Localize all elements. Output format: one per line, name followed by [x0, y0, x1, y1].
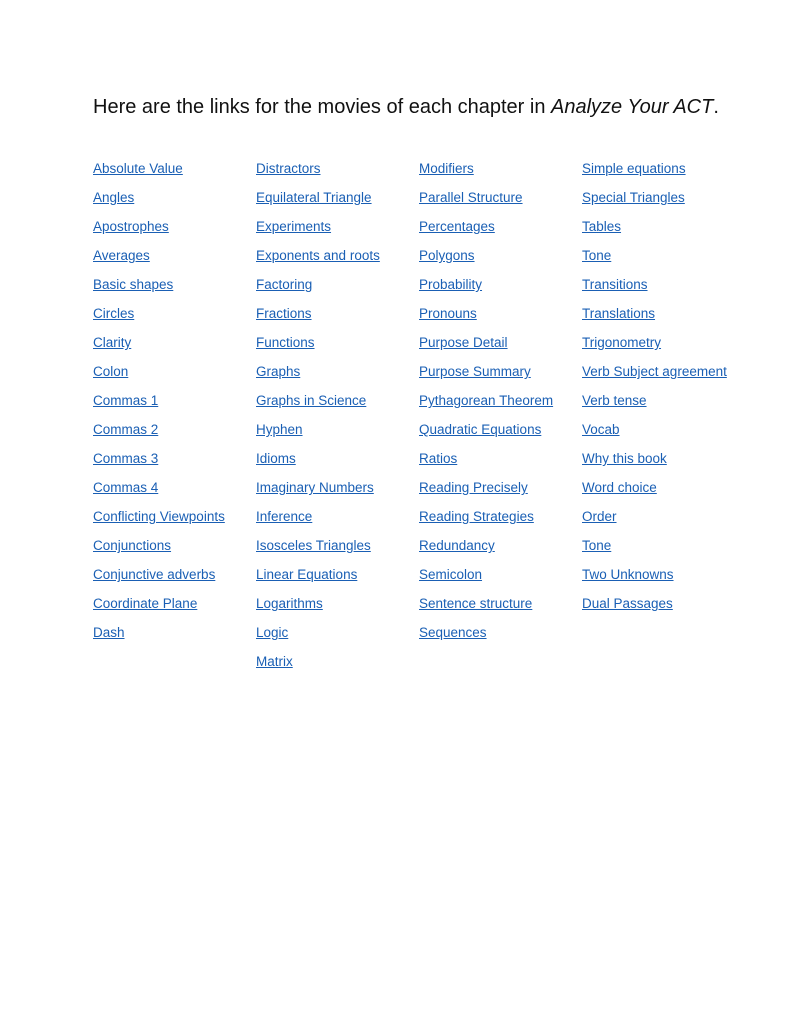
chapter-movie-link[interactable]: Idioms — [256, 451, 296, 466]
chapter-movie-link[interactable]: Two Unknowns — [582, 567, 674, 582]
chapter-movie-link[interactable]: Factoring — [256, 277, 313, 292]
list-item — [93, 478, 243, 497]
list-item — [582, 391, 732, 410]
chapter-movie-link[interactable]: Simple equations — [582, 161, 686, 176]
chapter-movie-link[interactable]: Special Triangles — [582, 190, 685, 205]
list-item — [582, 304, 732, 323]
list-item — [419, 623, 569, 642]
chapter-movie-link[interactable]: Averages — [93, 248, 150, 263]
link-column-2 — [256, 159, 406, 681]
list-item — [582, 246, 732, 265]
list-item — [419, 159, 569, 178]
list-item — [582, 594, 732, 613]
list-item — [93, 536, 243, 555]
chapter-movie-link[interactable]: Transitions — [582, 277, 648, 292]
chapter-movie-link[interactable]: Isosceles Triangles — [256, 538, 371, 553]
chapter-movie-link[interactable]: Purpose Detail — [419, 335, 508, 350]
chapter-movie-link[interactable]: Semicolon — [419, 567, 483, 582]
chapter-movie-link[interactable]: Commas 4 — [93, 480, 159, 495]
chapter-movie-link[interactable]: Dual Passages — [582, 596, 673, 611]
list-item — [93, 275, 243, 294]
list-item — [93, 159, 243, 178]
list-item — [256, 333, 406, 352]
list-item — [419, 507, 569, 526]
link-column-4 — [582, 159, 732, 623]
list-item — [256, 246, 406, 265]
heading-text: Here are the links for the movies of each chapter in — [93, 96, 552, 118]
chapter-movie-link[interactable]: Pythagorean Theorem — [419, 393, 554, 408]
chapter-movie-link[interactable]: Quadratic Equations — [419, 422, 542, 437]
chapter-movie-link[interactable]: Commas 1 — [93, 393, 159, 408]
chapter-movie-link[interactable]: Reading Strategies — [419, 509, 534, 524]
list-item — [256, 594, 406, 613]
chapter-movie-link[interactable]: Conflicting Viewpoints — [93, 509, 225, 524]
chapter-movie-link[interactable]: Verb tense — [582, 393, 647, 408]
chapter-movie-link[interactable]: Percentages — [419, 219, 495, 234]
list-item — [256, 391, 406, 410]
chapter-movie-link[interactable]: Verb Subject agreement — [582, 364, 727, 379]
chapter-movie-link[interactable]: Graphs — [256, 364, 301, 379]
chapter-movie-link[interactable]: Redundancy — [419, 538, 495, 553]
list-item — [256, 565, 406, 584]
list-item — [582, 565, 732, 584]
chapter-movie-link[interactable]: Commas 3 — [93, 451, 159, 466]
list-item — [93, 333, 243, 352]
list-item — [256, 217, 406, 236]
list-item — [582, 188, 732, 207]
chapter-movie-link[interactable]: Commas 2 — [93, 422, 159, 437]
list-item — [93, 362, 243, 381]
chapter-movie-link[interactable]: Modifiers — [419, 161, 474, 176]
chapter-movie-link[interactable]: Parallel Structure — [419, 190, 523, 205]
list-item — [93, 420, 243, 439]
list-item — [582, 217, 732, 236]
list-item — [93, 449, 243, 468]
list-item — [256, 275, 406, 294]
list-item — [256, 652, 406, 671]
chapter-movie-link[interactable]: Fractions — [256, 306, 312, 321]
chapter-movie-link[interactable]: Trigonometry — [582, 335, 662, 350]
book-title: Analyze Your ACT — [551, 96, 714, 118]
chapter-movie-link[interactable]: Clarity — [93, 335, 132, 350]
chapter-movie-link[interactable]: Why this book — [582, 451, 667, 466]
chapter-movie-link[interactable]: Exponents and roots — [256, 248, 380, 263]
chapter-movie-link[interactable]: Tables — [582, 219, 622, 234]
list-item — [419, 536, 569, 555]
list-item — [256, 188, 406, 207]
chapter-movie-link[interactable]: Angles — [93, 190, 135, 205]
list-item — [93, 188, 243, 207]
chapter-movie-link[interactable]: Probability — [419, 277, 483, 292]
chapter-movie-link[interactable]: Distractors — [256, 161, 321, 176]
chapter-movie-link[interactable]: Sequences — [419, 625, 487, 640]
chapter-movie-link[interactable]: Sentence structure — [419, 596, 533, 611]
chapter-movie-link[interactable]: Imaginary Numbers — [256, 480, 374, 495]
list-item — [582, 507, 732, 526]
list-item — [419, 391, 569, 410]
list-item — [582, 536, 732, 555]
list-item — [582, 420, 732, 439]
chapter-movie-link[interactable]: Conjunctive adverbs — [93, 567, 216, 582]
link-column-1 — [93, 159, 243, 652]
chapter-movie-link[interactable]: Functions — [256, 335, 315, 350]
list-item — [582, 362, 732, 381]
list-item — [419, 420, 569, 439]
chapter-movie-link[interactable]: Circles — [93, 306, 135, 321]
chapter-movie-link[interactable]: Matrix — [256, 654, 293, 669]
chapter-movie-link[interactable]: Basic shapes — [93, 277, 174, 292]
list-item — [419, 565, 569, 584]
list-item — [256, 507, 406, 526]
chapter-movie-link[interactable]: Ratios — [419, 451, 458, 466]
chapter-movie-link[interactable]: Colon — [93, 364, 129, 379]
list-item — [419, 449, 569, 468]
chapter-movie-link[interactable]: Logarithms — [256, 596, 323, 611]
chapter-movie-link[interactable]: Purpose Summary — [419, 364, 531, 379]
list-item — [256, 362, 406, 381]
list-item — [93, 507, 243, 526]
list-item — [93, 246, 243, 265]
list-item — [256, 536, 406, 555]
list-item — [582, 159, 732, 178]
link-column-3 — [419, 159, 569, 652]
list-item — [256, 449, 406, 468]
list-item — [256, 478, 406, 497]
chapter-movie-link[interactable]: Logic — [256, 625, 289, 640]
list-item — [93, 594, 243, 613]
chapter-movie-link[interactable]: Conjunctions — [93, 538, 172, 553]
chapter-movie-link[interactable]: Hyphen — [256, 422, 303, 437]
chapter-movie-link[interactable]: Translations — [582, 306, 656, 321]
chapter-movie-link[interactable]: Apostrophes — [93, 219, 169, 234]
chapter-movie-link[interactable]: Graphs in Science — [256, 393, 367, 408]
list-item — [93, 623, 243, 642]
chapter-movie-link[interactable]: Vocab — [582, 422, 620, 437]
chapter-movie-link[interactable]: Tone — [582, 538, 612, 553]
chapter-movie-link[interactable]: Dash — [93, 625, 125, 640]
list-item — [256, 304, 406, 323]
list-item — [419, 478, 569, 497]
list-item — [256, 623, 406, 642]
list-item — [582, 449, 732, 468]
list-item — [419, 333, 569, 352]
chapter-movie-link[interactable]: Pronouns — [419, 306, 477, 321]
chapter-movie-link[interactable]: Word choice — [582, 480, 657, 495]
list-item — [419, 362, 569, 381]
chapter-movie-link[interactable]: Order — [582, 509, 617, 524]
list-item — [93, 565, 243, 584]
list-item — [93, 391, 243, 410]
list-item — [93, 217, 243, 236]
list-item — [93, 304, 243, 323]
list-item — [419, 217, 569, 236]
chapter-movie-link[interactable]: Polygons — [419, 248, 475, 263]
page-heading — [93, 94, 753, 120]
heading-period: . — [713, 96, 719, 118]
list-item — [419, 188, 569, 207]
chapter-movie-link[interactable]: Experiments — [256, 219, 332, 234]
chapter-movie-link[interactable]: Coordinate Plane — [93, 596, 198, 611]
list-item — [419, 246, 569, 265]
list-item — [256, 420, 406, 439]
list-item — [582, 275, 732, 294]
chapter-movie-link[interactable]: Reading Precisely — [419, 480, 528, 495]
list-item — [582, 478, 732, 497]
chapter-movie-link[interactable]: Equilateral Triangle — [256, 190, 372, 205]
chapter-movie-link[interactable]: Linear Equations — [256, 567, 358, 582]
list-item — [419, 304, 569, 323]
list-item — [256, 159, 406, 178]
chapter-movie-link[interactable]: Tone — [582, 248, 612, 263]
list-item — [582, 333, 732, 352]
list-item — [419, 594, 569, 613]
chapter-movie-link[interactable]: Absolute Value — [93, 161, 183, 176]
chapter-movie-link[interactable]: Inference — [256, 509, 313, 524]
list-item — [419, 275, 569, 294]
